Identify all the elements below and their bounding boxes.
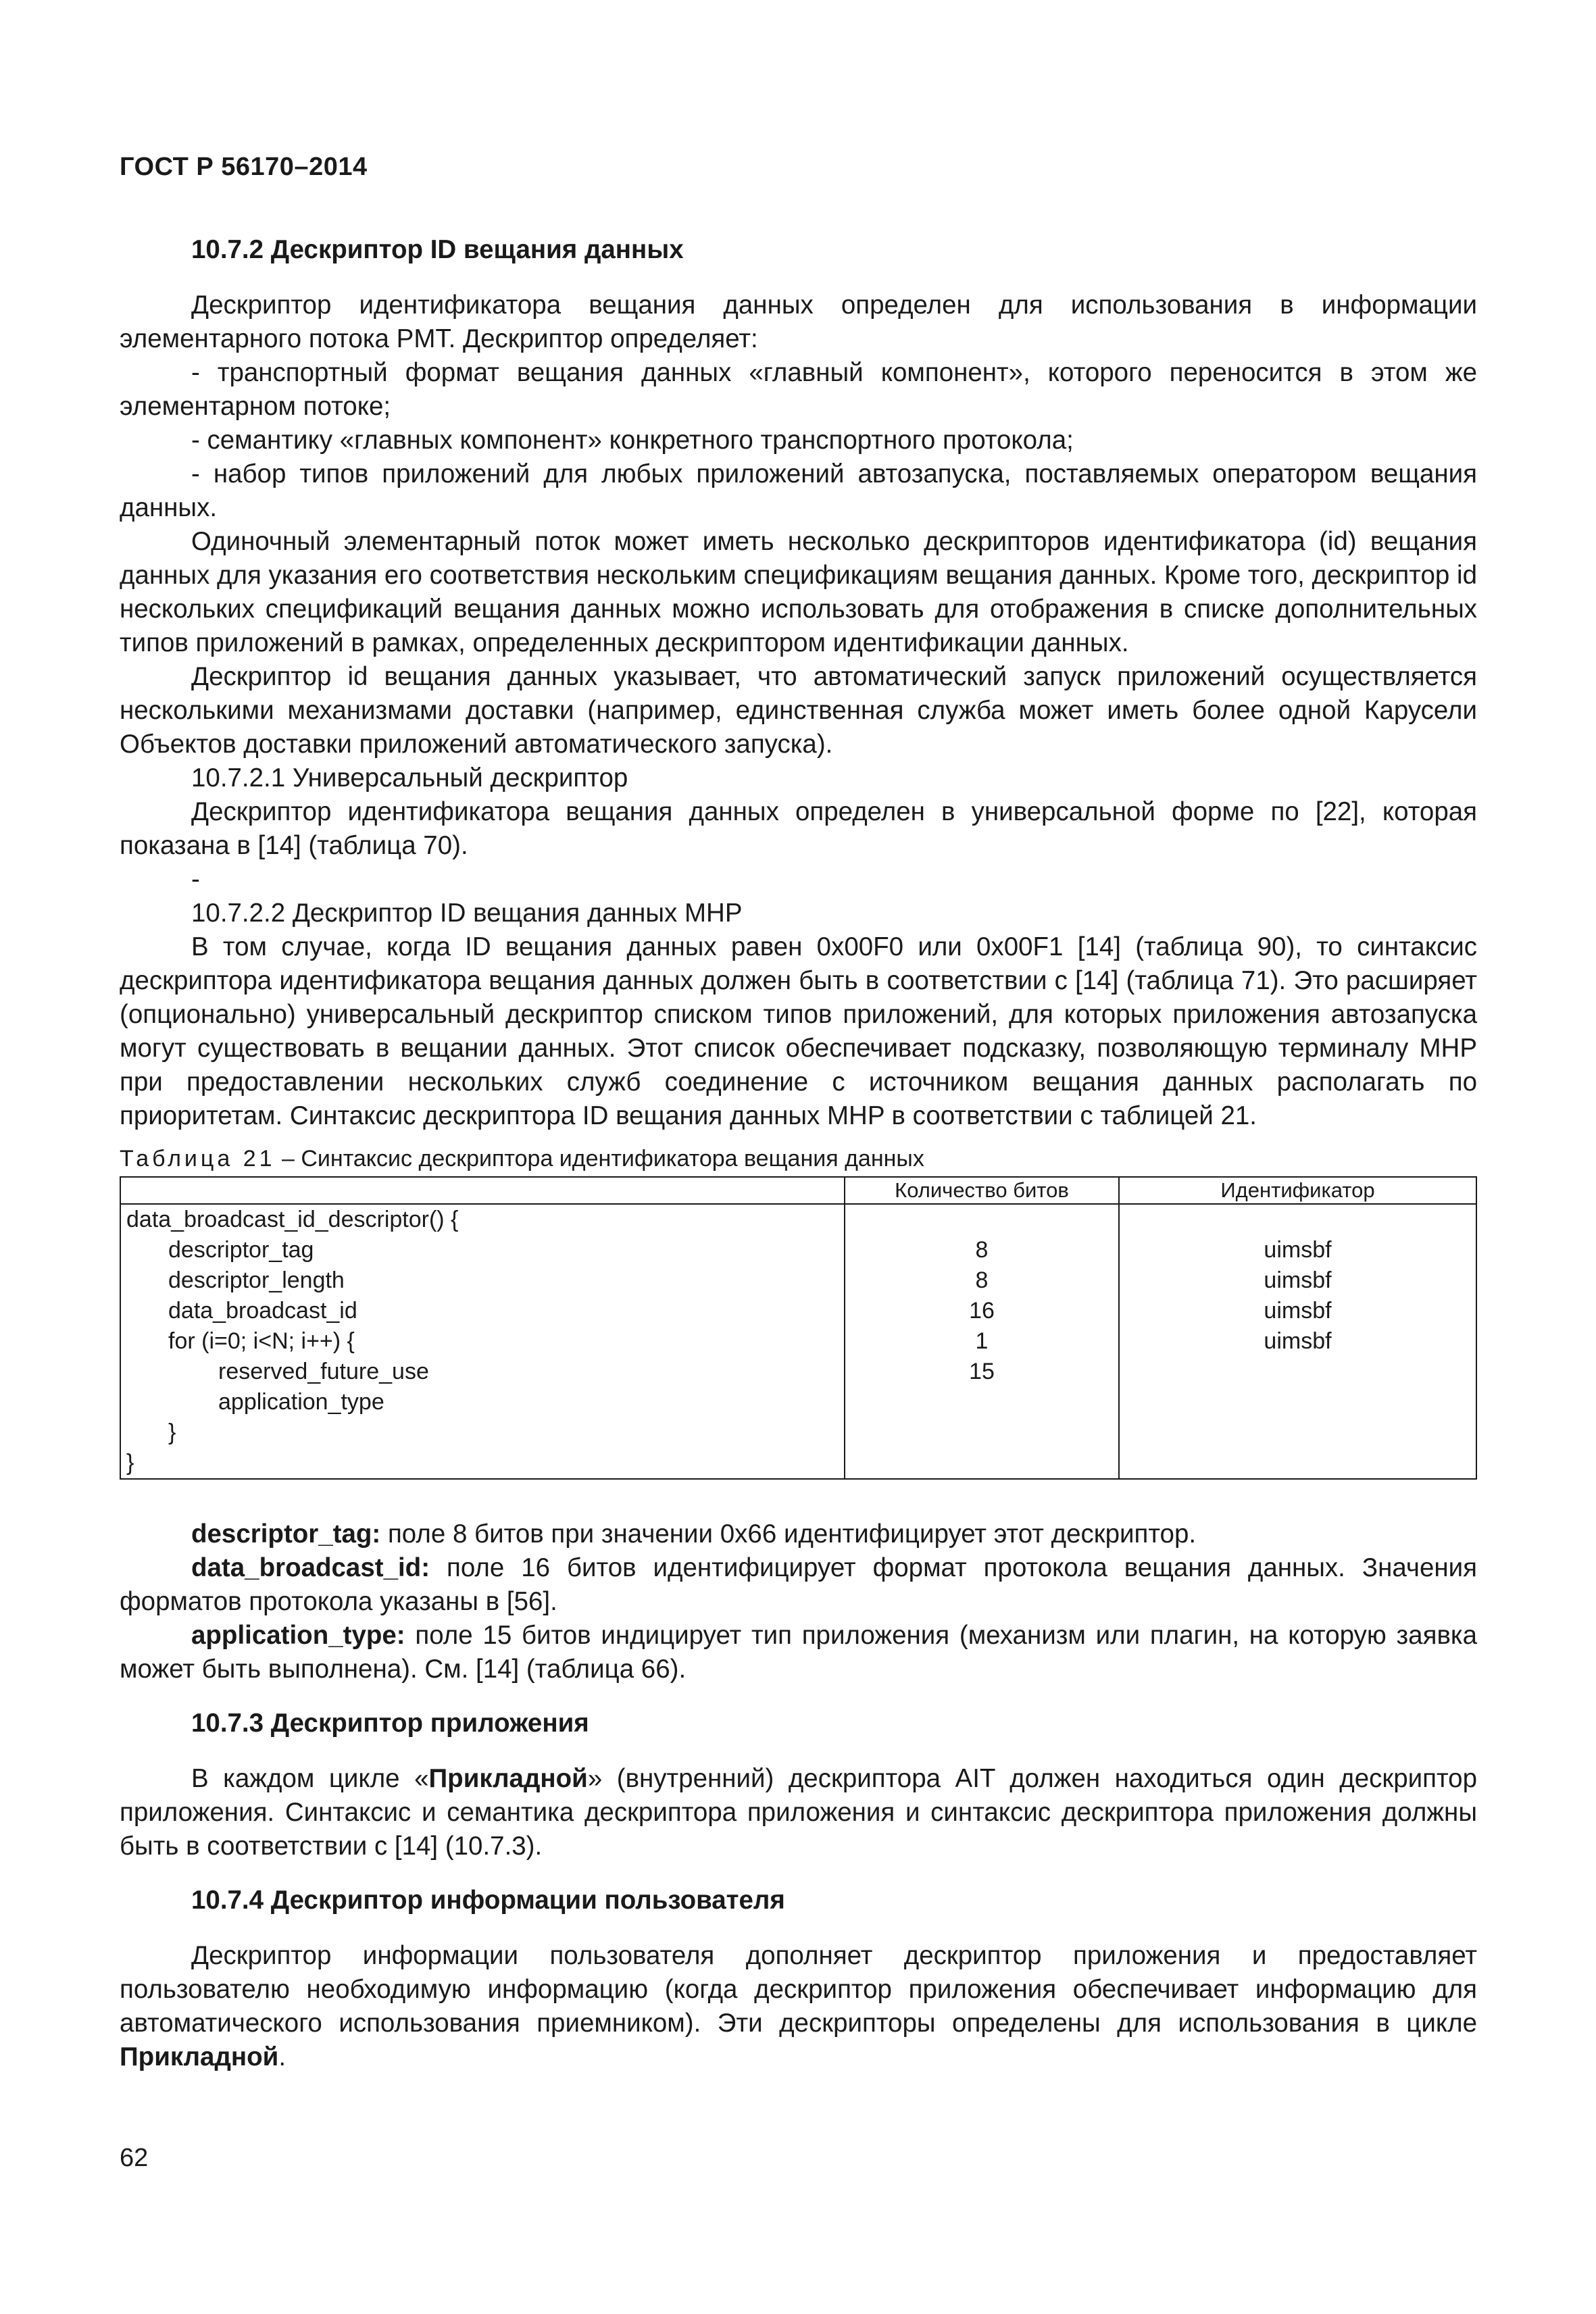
paragraph: Дескриптор идентификатора вещания данных определен для использования в информации элементарного потока PMT. Дескриптор определяет: — [120, 291, 1477, 353]
syntax-line: } — [168, 1419, 176, 1445]
identifier-cell: uimsbf — [1264, 1328, 1332, 1354]
syntax-line: data_broadcast_id_descriptor() { — [126, 1207, 459, 1232]
table-caption — [120, 1144, 1477, 1174]
identifier-cell: uimsbf — [1264, 1237, 1332, 1263]
syntax-line: reserved_future_use — [218, 1359, 429, 1384]
definition-text: поле 8 битов при значении 0x66 идентифицирует этот дескриптор. — [380, 1519, 1197, 1549]
paragraph: Одиночный элементарный поток может иметь несколько дескрипторов идентификатора (id) вещания данных для указания его соответствия нескольким спецификациям вещания данных. Кроме того, дескриптор id нескольких спецификаций вещания данных можно использовать для отображения в списке дополнительных типов приложений в рамках, определенных дескриптором идентификации данных. — [120, 527, 1477, 657]
list-item: - семантику «главных компонент» конкретного транспортного протокола; — [191, 426, 1074, 455]
section-heading-10-7-2: 10.7.2 Дескриптор ID вещания данных — [191, 235, 684, 264]
page-number: 62 — [120, 2144, 149, 2172]
bits-cell: 15 — [969, 1359, 995, 1384]
syntax-line: for (i=0; i<N; i++) { — [168, 1328, 355, 1354]
definition-application-type — [120, 1619, 1477, 1686]
subsection-heading-10-7-2-2: 10.7.2.2 Дескриптор ID вещания данных MHP — [191, 899, 743, 928]
table-header-identifier: Идентификатор — [1119, 1177, 1476, 1204]
paragraph — [120, 1939, 1477, 2074]
syntax-column — [120, 1204, 845, 1479]
definition-text: поле 16 битов идентифицирует формат протокола вещания данных. Значения форматов протокола указаны в [56]. — [120, 1553, 1477, 1616]
bits-column — [845, 1204, 1119, 1479]
table-header-row — [120, 1177, 1476, 1204]
paragraph: В том случае, когда ID вещания данных равен 0x00F0 или 0x00F1 [14] (таблица 90), то синтаксис дескриптора идентификатора вещания данных должен быть в соответствии с [14] (таблица 71). Это расширяет (опционально) универсальный дескриптор списком типов приложений, для которых приложения автозапуска могут существовать в вещании данных. Этот список обеспечивает подсказку, позволяющую терминалу MHP при предоставлении нескольких служб соединение с источником вещания данных располагать по приоритетам. Синтаксис дескриптора ID вещания данных MHP в соответствии с таблицей 21. — [120, 932, 1477, 1130]
definition-descriptor-tag — [120, 1517, 1477, 1551]
document-header: ГОСТ Р 56170–2014 — [120, 153, 368, 181]
table-header-bits: Количество битов — [845, 1177, 1119, 1204]
paragraph: Дескриптор идентификатора вещания данных определен в универсальной форме по [22], которая показана в [14] (таблица 70). — [120, 797, 1477, 860]
identifier-column — [1119, 1204, 1476, 1479]
field-definitions — [120, 1517, 1477, 1686]
bold-term: Прикладной — [428, 1764, 588, 1793]
syntax-table — [120, 1176, 1477, 1480]
identifier-cell — [1125, 1357, 1470, 1387]
bits-cell: 8 — [975, 1237, 989, 1263]
bits-cell — [851, 1387, 1113, 1417]
table-row — [120, 1204, 1476, 1479]
syntax-line: application_type — [218, 1389, 384, 1415]
table-caption-label: Таблица 21 — [120, 1146, 276, 1172]
syntax-line: descriptor_length — [168, 1267, 345, 1293]
paragraph-text: » (внутренний) дескриптора AIT должен находиться один дескриптор приложения. Синтаксис и семантика дескриптора приложения и синтаксис дескриптора приложения должны быть в соответствии с [14] (10.7.3). — [120, 1764, 1477, 1861]
bits-cell: 16 — [969, 1298, 995, 1324]
definition-term: application_type: — [191, 1621, 405, 1650]
bits-cell — [851, 1205, 1113, 1235]
section-heading-10-7-4: 10.7.4 Дескриптор информации пользователя — [191, 1886, 785, 1915]
subsection-heading-10-7-2-1: 10.7.2.1 Универсальный дескриптор — [191, 763, 628, 793]
paragraph: Дескриптор id вещания данных указывает, что автоматический запуск приложений осуществляется несколькими механизмами доставки (например, единственная служба может иметь более одной Карусели Объектов доставки приложений автоматического запуска). — [120, 662, 1477, 759]
identifier-cell — [1125, 1387, 1470, 1417]
bits-cell — [851, 1448, 1113, 1478]
identifier-cell: uimsbf — [1264, 1298, 1332, 1324]
page-body — [120, 233, 1477, 2074]
syntax-line: } — [126, 1450, 134, 1476]
definition-term: descriptor_tag: — [191, 1519, 381, 1549]
syntax-line: data_broadcast_id — [168, 1298, 357, 1324]
syntax-line: descriptor_tag — [168, 1237, 314, 1263]
paragraph-text: . — [278, 2042, 286, 2071]
identifier-cell: uimsbf — [1264, 1267, 1332, 1293]
section-heading-10-7-3: 10.7.3 Дескриптор приложения — [191, 1709, 589, 1738]
paragraph-text: В каждом цикле « — [191, 1764, 429, 1793]
definition-data-broadcast-id — [120, 1551, 1477, 1619]
identifier-cell — [1125, 1448, 1470, 1478]
definition-text: поле 15 битов индицирует тип приложения (механизм или плагин, на которую заявка может быть выполнена). См. [14] (таблица 66). — [120, 1621, 1477, 1684]
definition-term: data_broadcast_id: — [191, 1553, 430, 1582]
identifier-cell — [1125, 1205, 1470, 1235]
table-header-syntax — [120, 1177, 845, 1204]
bits-cell — [851, 1417, 1113, 1448]
list-item: - набор типов приложений для любых приложений автозапуска, поставляемых оператором вещания данных. — [120, 459, 1477, 522]
identifier-cell — [1125, 1417, 1470, 1448]
bold-term: Прикладной — [120, 2042, 279, 2071]
paragraph — [120, 1762, 1477, 1863]
table-caption-text: – Синтаксис дескриптора идентификатора вещания данных — [275, 1146, 924, 1172]
bits-cell: 1 — [975, 1328, 989, 1354]
paragraph-text: Дескриптор информации пользователя дополняет дескриптор приложения и предоставляет пользователю необходимую информацию (когда дескриптор приложения обеспечивает информацию для автоматического использования приемником). Эти дескрипторы определены для использования в цикле — [120, 1941, 1477, 2038]
list-item: - транспортный формат вещания данных «главный компонент», которого переносится в этом же элементарном потоке; — [120, 358, 1477, 421]
bits-cell: 8 — [975, 1267, 989, 1293]
dash-marker: - — [191, 865, 200, 894]
